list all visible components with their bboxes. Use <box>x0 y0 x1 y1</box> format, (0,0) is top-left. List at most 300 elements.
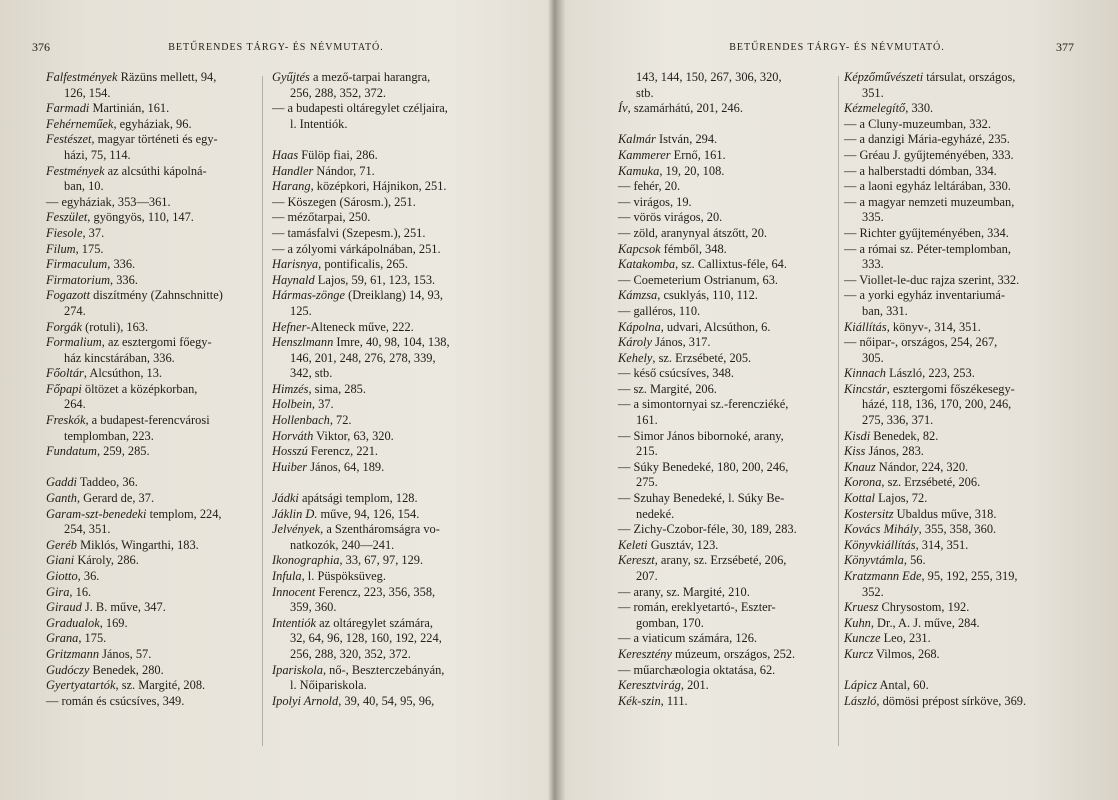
index-entry <box>618 257 832 273</box>
index-subentry: — a zólyomi várkápolnában, 251. <box>272 241 441 256</box>
index-term: Gira <box>46 584 70 599</box>
section-gap <box>272 132 492 148</box>
index-term: Gudóczy <box>46 662 90 677</box>
index-entry <box>272 164 492 180</box>
left-running-head: BETŰRENDES TÁRGY- ÉS NÉVMUTATÓ. <box>168 42 384 53</box>
index-subentry: — a római sz. Péter-templomban, <box>844 241 1011 256</box>
index-references: apátsági templom, 128. <box>298 491 418 506</box>
index-continuation: 275, 336, 371. <box>862 413 934 428</box>
index-entry <box>46 335 258 351</box>
section-gap <box>618 117 832 133</box>
index-term: Fehérneműek <box>46 116 114 131</box>
index-entry <box>46 600 258 616</box>
index-references: , 336. <box>107 257 136 272</box>
index-term: Hármas-zönge <box>272 288 345 303</box>
index-references: Miklós, Wingarthi, 183. <box>76 537 199 552</box>
index-references: , esztergomi főszékesegy- <box>886 381 1015 396</box>
right-column-1 <box>618 70 832 709</box>
index-term: Főpapi <box>46 381 82 396</box>
index-references: , 36. <box>77 569 100 583</box>
left-column-2 <box>272 70 492 709</box>
index-references: Vilmos, 268. <box>873 646 940 661</box>
index-references: öltözet a középkorban, <box>81 381 198 396</box>
column-divider <box>838 76 839 746</box>
index-continuation: l. Intentiók. <box>290 116 348 131</box>
index-term: Korona <box>844 475 882 490</box>
index-subentry: — virágos, 19. <box>618 194 692 209</box>
index-references: , az esztergomi főegy- <box>101 335 212 350</box>
index-references: , arany, sz. Erzsébeté, 206, <box>654 553 787 568</box>
left-page-number: 376 <box>32 40 50 54</box>
index-entry <box>844 101 1066 117</box>
index-entry <box>46 444 258 460</box>
index-references: , a budapest-ferencvárosi <box>85 413 210 428</box>
index-entry <box>46 164 258 180</box>
index-entry <box>272 148 492 164</box>
index-references: Martinián, 161. <box>89 101 170 116</box>
index-entry <box>272 257 492 273</box>
index-continuation: gomban, 170. <box>636 615 704 630</box>
index-entry <box>844 678 1066 694</box>
index-references: , 37. <box>82 225 105 240</box>
index-term: Firmatorium <box>46 272 111 287</box>
index-entry <box>46 273 258 289</box>
index-references: múzeum, országos, 252. <box>671 646 796 661</box>
index-term: Gyertyatartók <box>46 678 116 693</box>
index-entry <box>46 569 258 585</box>
index-term: Kámzsa <box>618 288 658 303</box>
index-entry <box>844 553 1066 569</box>
index-term: Kézmelegítő <box>844 101 906 116</box>
index-entry <box>46 382 258 398</box>
index-entry <box>618 101 832 117</box>
index-references: , 39, 40, 54, 95, 96, <box>338 693 435 708</box>
index-entry <box>844 616 1066 632</box>
index-references: (rotuli), 163. <box>82 319 149 334</box>
index-entry <box>272 507 492 523</box>
index-entry <box>272 491 492 507</box>
index-references: az oltáregylet számára, <box>316 615 434 630</box>
index-references: Taddeo, 36. <box>76 475 138 490</box>
index-entry <box>844 320 1066 336</box>
index-term: Kereszt <box>618 553 655 568</box>
index-references: fémből, 348. <box>660 241 727 256</box>
index-term: Kovács Mihály <box>844 522 919 537</box>
index-subentry: — arany, sz. Margité, 210. <box>618 584 750 599</box>
index-term: Kamuka <box>618 163 660 178</box>
index-references: , 95, 192, 255, 319, <box>921 569 1018 583</box>
index-references: , 201. <box>680 678 709 693</box>
index-term: Horváth <box>272 428 314 443</box>
index-subentry: — román, ereklyetartó-, Eszter- <box>618 600 776 615</box>
index-references: az alcsúthi kápolná- <box>104 163 207 178</box>
index-entry <box>844 522 1066 538</box>
index-references: Chrysostom, 192. <box>878 600 970 615</box>
index-entry <box>618 553 832 569</box>
index-subentry: — Coemeterium Ostrianum, 63. <box>618 272 779 287</box>
index-references: Ferencz, 221. <box>307 444 378 459</box>
index-subentry: — a Cluny-muzeumban, 332. <box>844 116 991 131</box>
index-references: , sz. Margité, 208. <box>115 678 206 693</box>
index-term: Kalmár <box>618 132 656 147</box>
index-references: , csuklyás, 110, 112. <box>657 288 758 303</box>
index-term: Gradualok <box>46 615 100 630</box>
index-continuation: 359, 360. <box>290 600 337 615</box>
index-term: Lápicz <box>844 678 878 693</box>
index-continuation: 305. <box>862 350 884 365</box>
index-entry <box>272 320 492 336</box>
left-page <box>0 0 552 800</box>
index-term: Fogazott <box>46 288 91 303</box>
index-entry <box>272 522 492 538</box>
index-subentry: — fehér, 20. <box>618 179 681 194</box>
index-term: Kápolna <box>618 319 661 334</box>
index-entry <box>272 616 492 632</box>
index-entry <box>844 631 1066 647</box>
index-entry <box>46 117 258 133</box>
index-entry <box>618 678 832 694</box>
index-term: Gyűjtés <box>272 70 310 84</box>
index-term: Kék-szin <box>618 693 661 708</box>
index-references: társulat, országos, <box>923 70 1016 84</box>
index-entry <box>46 320 258 336</box>
index-term: Könyvtámla <box>844 553 904 568</box>
right-column-2 <box>844 70 1066 709</box>
index-term: Gaddi <box>46 475 77 490</box>
index-subentry: — a budapesti oltáregylet czéljaira, <box>272 101 448 116</box>
index-entry <box>46 288 258 304</box>
index-continuation: 126, 154. <box>64 85 111 100</box>
index-references: , 56. <box>903 553 926 568</box>
index-term: Károly <box>618 335 652 350</box>
index-entry <box>618 647 832 663</box>
index-subentry: — mézőtarpai, 250. <box>272 210 371 225</box>
index-entry <box>618 132 832 148</box>
index-entry <box>272 553 492 569</box>
index-subentry: — sz. Margité, 206. <box>618 381 717 396</box>
index-references: diszítmény (Zahnschnitte) <box>90 288 223 303</box>
index-entry <box>272 460 492 476</box>
index-term: Fundatum <box>46 444 97 459</box>
index-entry <box>272 288 492 304</box>
index-references: , 314, 351. <box>915 537 969 552</box>
index-references: János, 317. <box>651 335 711 350</box>
index-references: , 259, 285. <box>96 444 150 459</box>
index-entry <box>46 210 258 226</box>
index-entry <box>844 647 1066 663</box>
index-entry <box>618 320 832 336</box>
index-entry <box>618 148 832 164</box>
index-term: Falfestmények <box>46 70 118 84</box>
index-term: Katakomba <box>618 257 676 272</box>
index-references: , magyar történeti és egy- <box>91 132 218 147</box>
index-term: Ipolyi Arnold <box>272 693 339 708</box>
index-term: Haynald <box>272 272 315 287</box>
index-term: Henszlmann <box>272 335 334 350</box>
index-entry <box>272 382 492 398</box>
index-term: Fiesole <box>46 225 83 240</box>
index-entry <box>844 694 1066 710</box>
index-subentry: — galléros, 110. <box>618 303 701 318</box>
index-references: , nő-, Beszterczebányán, <box>322 662 445 677</box>
right-page-header <box>556 40 1118 58</box>
index-term: Geréb <box>46 537 77 552</box>
index-entry <box>46 663 258 679</box>
index-term: Kuncze <box>844 631 881 646</box>
index-entry <box>844 491 1066 507</box>
index-continuation: 146, 201, 248, 276, 278, 339, <box>290 350 436 365</box>
index-references: , egyháziak, 96. <box>113 116 192 131</box>
index-references: Antal, 60. <box>877 678 929 693</box>
index-continuation: stb. <box>636 85 654 100</box>
index-term: Huiber <box>272 459 308 474</box>
index-term: Kostersitz <box>844 506 894 521</box>
index-term: Kurcz <box>844 646 874 661</box>
index-entry <box>46 538 258 554</box>
section-gap <box>272 475 492 491</box>
index-term: Forgák <box>46 319 83 334</box>
index-continuation: l. Nőipariskola. <box>290 678 367 693</box>
index-subentry: — Köszegen (Sárosm.), 251. <box>272 194 416 209</box>
index-references: (Dreiklang) 14, 93, <box>344 288 444 303</box>
index-subentry: — tamásfalvi (Szepesm.), 251. <box>272 225 426 240</box>
index-entry <box>46 242 258 258</box>
index-references: , dömösi prépost sírköve, 369. <box>876 693 1027 708</box>
index-continuation: 254, 351. <box>64 522 111 537</box>
index-references: Lajos, 72. <box>874 491 928 506</box>
index-references: , 169. <box>99 615 128 630</box>
index-references: , 16. <box>69 584 92 599</box>
index-references: Ferencz, 223, 356, 358, <box>315 584 436 599</box>
index-entry <box>618 164 832 180</box>
index-term: Holbein <box>272 397 312 412</box>
index-continuation: 207. <box>636 569 658 583</box>
index-subentry: — késő csúcsíves, 348. <box>618 366 734 381</box>
index-term: Feszület <box>46 210 88 225</box>
index-entry <box>272 70 492 86</box>
index-continuation: templomban, 223. <box>64 428 154 443</box>
index-references: , Dr., A. J. műve, 284. <box>870 615 980 630</box>
index-entry <box>618 538 832 554</box>
index-term: Intentiók <box>272 615 317 630</box>
index-term: Filum <box>46 241 76 256</box>
index-entry <box>46 585 258 601</box>
index-continuation: 264. <box>64 397 86 412</box>
index-term: Jádki <box>272 491 299 506</box>
index-term: Grana <box>46 631 79 646</box>
index-entry <box>844 600 1066 616</box>
index-term: Kisdi <box>844 428 871 443</box>
index-references: , Gerard de, 37. <box>76 491 155 506</box>
index-entry <box>46 507 258 523</box>
index-entry <box>46 631 258 647</box>
index-term: Giotto <box>46 569 78 583</box>
index-subentry: — Súky Benedeké, 180, 200, 246, <box>618 459 789 474</box>
index-entry <box>46 257 258 273</box>
left-page-header <box>0 40 552 58</box>
index-continuation: 342, stb. <box>290 366 333 381</box>
index-subentry: — a viaticum számára, 126. <box>618 631 758 646</box>
index-term: Kottal <box>844 491 875 506</box>
index-subentry: — a laoni egyház leltárában, 330. <box>844 179 1011 194</box>
index-continuation: 335. <box>862 210 884 225</box>
index-subentry: — Viollet-le-duc rajza szerint, 332. <box>844 272 1020 287</box>
right-running-head: BETŰRENDES TÁRGY- ÉS NÉVMUTATÓ. <box>729 42 945 53</box>
index-references: műve, 94, 126, 154. <box>317 506 420 521</box>
index-references: Ubaldus műve, 318. <box>893 506 997 521</box>
index-entry <box>46 413 258 429</box>
index-term: Keresztvirág <box>618 678 681 693</box>
index-term: Főoltár <box>46 366 84 381</box>
index-subentry: — Richter gyűjteményében, 334. <box>844 225 1009 240</box>
index-references: a mező-tarpai harangra, <box>309 70 431 84</box>
index-term: Harisnya <box>272 257 319 272</box>
index-entry <box>844 444 1066 460</box>
right-page-number: 377 <box>1056 40 1074 54</box>
index-references: Benedek, 82. <box>870 428 939 443</box>
index-continuation: 333. <box>862 257 884 272</box>
index-references: Benedek, 280. <box>89 662 164 677</box>
index-entry <box>46 553 258 569</box>
index-term: Kammerer <box>618 147 671 162</box>
index-references: , sz. Callixtus-féle, 64. <box>675 257 787 272</box>
index-term: Innocent <box>272 584 316 599</box>
index-entry <box>844 507 1066 523</box>
index-term: Keresztény <box>618 646 672 661</box>
index-subentry: — műarchæologia oktatása, 62. <box>618 662 776 677</box>
index-references: János, 64, 189. <box>307 459 385 474</box>
index-term: Ív <box>618 101 628 116</box>
index-term: Kapcsok <box>618 241 661 256</box>
index-term: Haas <box>272 147 299 162</box>
index-term: Kincstár <box>844 381 887 396</box>
index-entry <box>46 647 258 663</box>
index-subentry: — zöld, aranynyal átszőtt, 20. <box>618 225 767 240</box>
index-term: Infula <box>272 569 302 583</box>
index-references: , 33, 67, 97, 129. <box>339 553 424 568</box>
index-entry <box>46 226 258 242</box>
index-term: Garam-szt-benedeki <box>46 506 147 521</box>
index-entry <box>618 694 832 710</box>
index-references: , 111. <box>660 693 688 708</box>
index-entry <box>46 70 258 86</box>
index-references: , gyöngyös, 110, 147. <box>87 210 194 225</box>
index-term: Kruesz <box>844 600 879 615</box>
index-continuation: 161. <box>636 413 658 428</box>
index-references: Nándor, 224, 320. <box>875 459 969 474</box>
index-entry <box>844 569 1066 585</box>
index-entry <box>844 366 1066 382</box>
index-references: Károly, 286. <box>74 553 139 568</box>
index-references: Lajos, 59, 61, 123, 153. <box>314 272 436 287</box>
index-subentry: — nőipar-, országos, 254, 267, <box>844 335 998 350</box>
index-term: Hollenbach <box>272 413 330 428</box>
index-references: , 19, 20, 108. <box>659 163 725 178</box>
index-subentry: — Simor János bibornoké, arany, <box>618 428 784 443</box>
index-entry <box>46 491 258 507</box>
index-term: Freskók <box>46 413 86 428</box>
index-continuation: házi, 75, 114. <box>64 147 131 162</box>
index-entry <box>618 242 832 258</box>
index-term: Képzőművészeti <box>844 70 924 84</box>
index-references: Fülöp fiai, 286. <box>298 147 378 162</box>
right-page <box>556 0 1118 800</box>
index-references: , szamárhátú, 201, 246. <box>627 101 743 116</box>
index-entry <box>272 429 492 445</box>
index-entry <box>46 616 258 632</box>
index-entry <box>618 351 832 367</box>
index-references: , középkori, Hájnikon, 251. <box>310 179 447 194</box>
index-entry <box>618 335 832 351</box>
index-term: Harang <box>272 179 311 194</box>
index-subentry: — a magyar nemzeti muzeumban, <box>844 194 1015 209</box>
index-subentry: — a simontornyai sz.-ferencziéké, <box>618 397 789 412</box>
index-references: , Alcsúthon, 13. <box>83 366 163 381</box>
index-term: Gritzmann <box>46 646 100 661</box>
index-entry <box>272 335 492 351</box>
index-term: Ikonographia <box>272 553 340 568</box>
index-entry <box>618 288 832 304</box>
index-references: , a Szentháromságra vo- <box>320 522 440 537</box>
section-gap <box>844 663 1066 679</box>
index-continuation: 215. <box>636 444 658 459</box>
index-term: Hefner <box>272 319 307 334</box>
index-term: Handler <box>272 163 314 178</box>
index-entry <box>272 444 492 460</box>
index-subentry: — egyháziak, 353—361. <box>46 194 171 209</box>
index-continuation: nedeké. <box>636 506 675 521</box>
index-term: Ipariskola <box>272 662 323 677</box>
index-term: László <box>844 693 877 708</box>
index-references: , udvari, Alcsúthon, 6. <box>660 319 771 334</box>
index-entry <box>272 273 492 289</box>
index-references: , sz. Erzsébeté, 205. <box>652 350 752 365</box>
index-continuation: 256, 288, 352, 372. <box>290 85 387 100</box>
index-references: J. B. műve, 347. <box>81 600 166 615</box>
index-term: Farmadi <box>46 101 90 116</box>
index-term: Formalium <box>46 335 102 350</box>
index-continuation: 352. <box>862 584 884 599</box>
index-continuation: 143, 144, 150, 267, 306, 320, <box>636 70 782 84</box>
index-references: , könyv-, 314, 351. <box>886 319 981 334</box>
index-references: , sima, 285. <box>308 381 366 396</box>
index-references: , l. Püspöksüveg. <box>301 569 386 583</box>
index-entry <box>272 663 492 679</box>
index-term: Himzés <box>272 381 309 396</box>
index-subentry: — Zichy-Czobor-féle, 30, 189, 283. <box>618 522 797 537</box>
index-entry <box>46 132 258 148</box>
index-entry <box>844 429 1066 445</box>
index-references: Nándor, 71. <box>313 163 375 178</box>
index-references: Viktor, 63, 320. <box>313 428 394 443</box>
index-term: Hosszú <box>272 444 308 459</box>
index-references: László, 223, 253. <box>886 366 975 381</box>
index-subentry: — Szuhay Benedeké, l. Súky Be- <box>618 491 785 506</box>
index-entry <box>46 678 258 694</box>
index-term: Könyvkiállítás <box>844 537 916 552</box>
index-entry <box>46 475 258 491</box>
index-entry <box>46 366 258 382</box>
index-references: János, 283. <box>865 444 924 459</box>
column-divider <box>262 76 263 746</box>
index-term: Kratzmann Ede <box>844 569 922 583</box>
index-references: Räzüns mellett, 94, <box>117 70 217 84</box>
index-subentry: — a yorki egyház inventariumá- <box>844 288 1006 303</box>
index-term: Kuhn <box>844 615 871 630</box>
index-term: Kiállítás <box>844 319 887 334</box>
section-gap <box>46 460 258 476</box>
index-continuation: házé, 118, 136, 170, 200, 246, <box>862 397 1012 412</box>
